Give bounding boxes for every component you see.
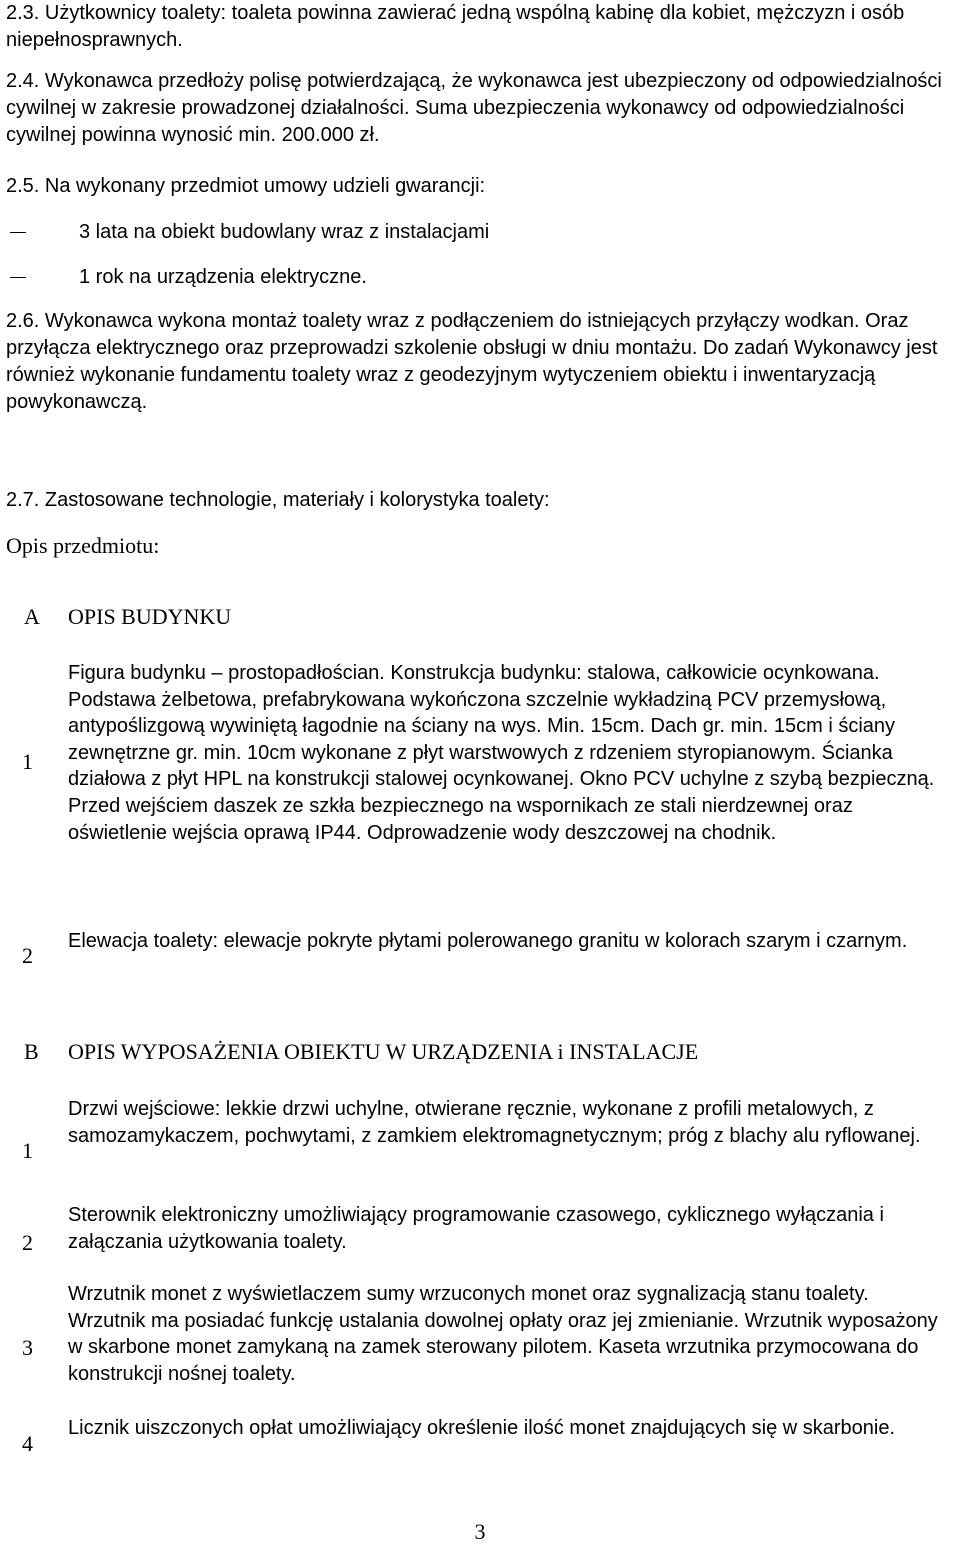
section-a-row-number: 1 [22, 749, 33, 774]
subject-label: Opis przedmiotu: [6, 533, 160, 558]
section-b-row-number: 2 [22, 1230, 33, 1255]
paragraph-2-6: 2.6. Wykonawca wykona montaż toalety wraz z podłączeniem do istniejących przyłączy wodkan. Oraz przyłącza elektrycznego oraz przeprowadzi szkolenie obsługi w dniu montażu. Do zadań Wykonawcy jest również wykonanie fundamentu toalety wraz z geodezyjnym wytyczeniem obiektu i inwentaryzacją powykonawczą. [6, 310, 938, 413]
paragraph-2-7: 2.7. Zastosowane technologie, materiały i kolorystyka toalety: [6, 489, 550, 511]
section-a-title: OPIS BUDYNKU [68, 604, 232, 629]
section-b-row-text: Licznik uiszczonych opłat umożliwiający określenie ilość monet znajdujących się w skarbonie. [68, 1417, 896, 1439]
section-b-letter: B [24, 1039, 39, 1064]
page-number: 3 [474, 1519, 486, 1544]
section-a-row-text: Elewacja toalety: elewacje pokryte płytami polerowanego granitu w kolorach szarym i czarnym. [68, 930, 908, 952]
dash-icon [10, 232, 26, 233]
paragraph-2-5: 2.5. Na wykonany przedmiot umowy udzieli gwarancji: [6, 175, 486, 197]
section-b-row-number: 1 [22, 1138, 33, 1163]
section-b-row-text: Drzwi wejściowe: lekkie drzwi uchylne, otwierane ręcznie, wykonane z profili metalowych, z samozamykaczem, pochwytami, z zamkiem elektromagnetycznym; próg z blachy alu ryflowanej. [68, 1098, 921, 1147]
section-b-row-text: Wrzutnik monet z wyświetlaczem sumy wrzuconych monet oraz sygnalizacją stanu toalety. Wrzutnik ma posiadać funkcję ustalania dowolnej opłaty oraz jej zmienianie. Wrzutnik wyposażony w skarbone monet zamykaną na zamek sterowany pilotem. Kaseta wrzutnika przymocowana do konstrukcji nośnej toalety. [68, 1283, 938, 1385]
section-b-title: OPIS WYPOSAŻENIA OBIEKTU W URZĄDZENIA i INSTALACJE [68, 1039, 699, 1064]
section-b-row-text: Sterownik elektroniczny umożliwiający programowanie czasowego, cyklicznego wyłączania i załączania użytkowania toalety. [68, 1204, 884, 1253]
paragraph-2-3: 2.3. Użytkownicy toalety: toaleta powinna zawierać jedną wspólną kabinę dla kobiet, mężczyzn i osób niepełnosprawnych. [6, 2, 905, 51]
section-a-row-text: Figura budynku – prostopadłościan. Konstrukcja budynku: stalowa, całkowicie ocynkowana. Podstawa żelbetowa, prefabrykowana wykończona szczelnie wykładziną PCV przemysłową, antypoślizgową wywiniętą łagodnie na ściany na wys. Min. 15cm. Dach gr. min. 15cm i ściany zewnętrzne gr. min. 10cm wykonane z płyt warstwowych z rdzeniem styropianowym. Ścianka działowa z płyt HPL na konstrukcji stalowej ocynkowanej. Okno PCV uchylne z szybą bezpieczną. Przed wejściem daszek ze szkła bezpiecznego na wspornikach ze stali nierdzewnej oraz oświetlenie wejścia oprawą IP44. Odprowadzenie wody deszczowej na chodnik. [68, 662, 935, 844]
section-b-row-number: 4 [22, 1431, 33, 1456]
section-a-row-number: 2 [22, 943, 33, 968]
warranty-item-text: 3 lata na obiekt budowlany wraz z instalacjami [79, 221, 490, 243]
paragraph-2-4: 2.4. Wykonawca przedłoży polisę potwierdzającą, że wykonawca jest ubezpieczony od odpowiedzialności cywilnej w zakresie prowadzonej działalności. Suma ubezpieczenia wykonawcy od odpowiedzialności cywilnej powinna wynosić min. 200.000 zł. [6, 70, 942, 146]
section-b-row-number: 3 [22, 1335, 33, 1360]
warranty-item-text: 1 rok na urządzenia elektryczne. [79, 266, 367, 288]
dash-icon [10, 277, 26, 278]
section-a-letter: A [24, 604, 40, 629]
